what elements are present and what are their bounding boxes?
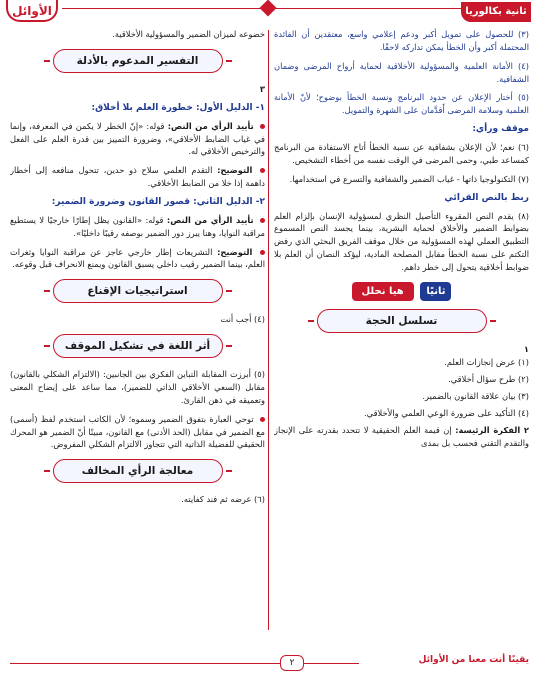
section-badge bbox=[274, 282, 529, 302]
main-idea bbox=[274, 424, 529, 450]
chain-title: تسلسل الحجة bbox=[317, 309, 487, 333]
answer-6: (٦) نعم؛ لأن الإعلان بشفافية عن نسبة الخطأ أتاح الاستفادة من البرنامج كمساعد طبي، وحمى المرضى في الوقت نفسه من أخطاء التشخيص. bbox=[274, 142, 529, 165]
proof-2-explain-text: التشريعات إطار خارجي عاجز عن مراقبة النوايا وثغرات العلم، بينما الضمير رقيب داخلي يسبق القانون ويمنع الانحراف قبل وقوعه. bbox=[10, 246, 265, 270]
proof-2-heading: ٢- الدليل الثاني: قصور القانون وضرورة الضمير: bbox=[51, 196, 265, 207]
continued-text: خضوعه لميزان الضمير والمسؤولية الأخلاقية. bbox=[112, 29, 265, 39]
bullet-icon bbox=[260, 218, 265, 223]
column-divider bbox=[268, 30, 269, 630]
evidence-section-number: ٣ bbox=[259, 83, 265, 94]
publisher-logo: الأوائل bbox=[6, 0, 58, 22]
main-idea-label: ٢ الفكرة الرئيسة: bbox=[455, 424, 529, 435]
header-diamond-ornament bbox=[260, 0, 277, 16]
proof-2-explain bbox=[10, 246, 265, 272]
proof-1-explain-label: التوضيح: bbox=[217, 165, 253, 176]
persuasion-title: استراتيجيات الإقناع bbox=[53, 279, 223, 303]
bullet-icon bbox=[260, 250, 265, 255]
chain-item-3: (٣) بيان علاقة القانون بالضمير. bbox=[422, 390, 529, 401]
proof-2-support-text: قوله: «القانون يظل إطارًا خارجيًا لا يستطيع مراقبة النوايا، وهنا يبرز دور الضمير بوصفه رقيبًا داخليًا». bbox=[10, 214, 265, 238]
reading-link-heading: ربط بالنص القرائي bbox=[444, 192, 529, 203]
page-number: ٢ bbox=[280, 655, 304, 671]
counter-answer: (٦) عرضه ثم فند كفايته. bbox=[181, 494, 265, 505]
persuasion-answer: (٤) أجب أنت bbox=[220, 314, 265, 325]
language-title: أثر اللغة في تشكيل الموقف bbox=[53, 334, 223, 358]
badge-ordinal: ثانيًا bbox=[420, 282, 451, 302]
answer-3: (٣) للحصول على تمويل أكبر ودعم إعلامي واسع، معتقدين أن الفائدة المحتملة أكبر وأن الخطأ يمكن تداركه لاحقًا. bbox=[274, 29, 529, 52]
footer-rule bbox=[10, 663, 359, 664]
proof-1-support-text: قوله: «إنّ الخطر لا يكمن في المعرفة، وإنما في غياب الضابط الأخلاقي»، وضرورة التمييز بين قدرة العلم على الفعل والترخيص الأخلاقي له. bbox=[10, 120, 265, 157]
badge-analyze: هيا نحلل bbox=[352, 282, 414, 302]
evidence-title: التفسير المدعوم بالأدلة bbox=[53, 49, 223, 73]
proof-1-support-label: تأييد الرأي من النص: bbox=[167, 120, 254, 131]
footer-slogan: يقينًا أنت معنا من الأوائل bbox=[418, 655, 529, 665]
bullet-icon bbox=[260, 124, 265, 129]
language-answer-2 bbox=[10, 413, 265, 452]
answer-8: (٨) يقدم النص المقروء التأصيل النظري لمسؤولية الإنسان بإلزام العلم بضوابط الضمير والأخلاق لحماية البشرية، بينما يجسد النص المسموع التطبيق العملي لهذه المسؤولية من خلال موقف الفريق البحثي الذي رفض التكتم على نسبة الخطأ مقابل المصلحة المادية، ليؤكد النصان أن العلم بلا ضوابط أخلاقية يتحول إلى خطر داهم. bbox=[274, 210, 529, 273]
proof-2-support bbox=[10, 214, 265, 240]
grade-tag: ثانية بكالوريا bbox=[461, 2, 531, 22]
opinion-heading: موقف ورأي: bbox=[472, 124, 529, 135]
answer-4: (٤) الأمانة العلمية والمسؤولية الأخلاقية لحماية أرواح المرضى وضمان الشفافية. bbox=[274, 60, 529, 84]
bullet-icon bbox=[260, 417, 265, 422]
language-answer-2-text: توحي العبارة بتفوق الضمير وسموه؛ لأن الكاتب استخدم لفظ (أسمى) مع الضمير في مقابل (الحد الأدنى) مع القانون، مبينًا أنّ الضمير هو المحرك الحقيقي للفضيلة الذاتية التي تتجاوز الالتزام الشكلي المفروض. bbox=[10, 413, 265, 450]
answer-7: (٧) التكنولوجيا ذاتها - غياب الضمير والشفافية والتسرع في استخدامها. bbox=[289, 173, 529, 184]
language-answer-1: (٥) أبرزت المقابلة التباين الفكري بين الجانبين: (الالتزام الشكلي بالقانون) مقابل (السعي الأخلاقي الذاتي للضمير)، مما ساعد على إيضاح المعنى وتعميقه في ذهن القارئ. bbox=[10, 369, 265, 405]
proof-2-support-label: تأييد الرأي من النص: bbox=[166, 214, 254, 225]
bullet-icon bbox=[260, 168, 265, 173]
answer-5: (٥) أختار الإعلان عن حدود البرنامج ونسبة الخطأ بوضوح؛ لأنّ الأمانة العلمية وسلامة المرضى أَقدَّمان على الشهرة والتمويل. bbox=[274, 92, 529, 116]
page-footer bbox=[0, 643, 539, 683]
proof-1-explain bbox=[10, 164, 265, 190]
proof-1-explain-text: التقدم العلمي سلاح ذو حدين، تتحول منافعه إلى أخطار داهمة إذا خلا من الضابط الأخلاقي. bbox=[10, 165, 265, 189]
proof-1-heading: ١- الدليل الأول: خطورة العلم بلا أخلاق: bbox=[91, 102, 265, 113]
chain-item-1: (١) عرض إنجازات العلم. bbox=[444, 357, 529, 368]
right-column bbox=[274, 28, 529, 640]
left-column bbox=[10, 28, 265, 640]
chain-section-number: ١ bbox=[523, 344, 529, 355]
chain-item-4: (٤) التأكيد على ضرورة الوعي العلمي والأخلاقي. bbox=[364, 407, 529, 418]
proof-2-explain-label: التوضيح: bbox=[217, 246, 253, 257]
main-idea-text: إن قيمة العلم الحقيقية لا تتحدد بقدرته على الإنجاز والتقدم التقني فحسب بل بمدى bbox=[274, 424, 529, 448]
page-header bbox=[0, 0, 539, 24]
counter-title: معالجة الرأي المخالف bbox=[53, 459, 223, 483]
proof-1-support bbox=[10, 120, 265, 159]
chain-item-2: (٢) طرح سؤال أخلاقي. bbox=[448, 374, 529, 385]
